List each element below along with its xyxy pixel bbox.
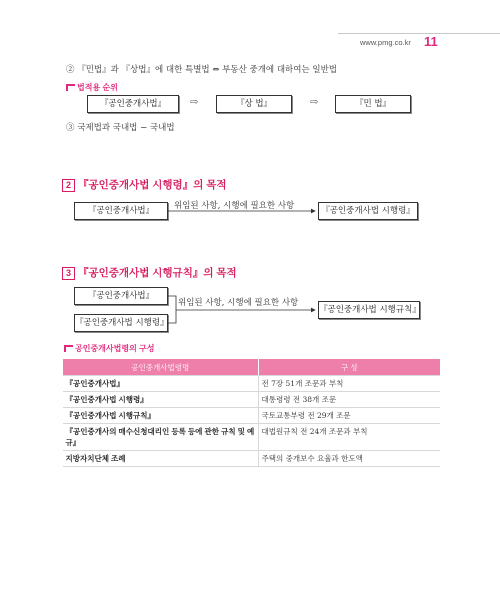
table-row — [63, 392, 441, 408]
section-2-to-box: 『공인중개사법 시행령』 — [318, 202, 418, 220]
section-2-flow-label: 위임된 사항, 시행에 필요한 사항 — [174, 201, 295, 211]
section-2-from-box: 『공인중개사법』 — [74, 202, 168, 220]
arrow-right-icon: ⇨ — [190, 97, 199, 108]
composition-cell: 전 7장 51개 조문과 부칙 — [258, 376, 440, 392]
composition-cell: 국토교통부령 전 29개 조문 — [258, 408, 440, 424]
law-name-cell: 지방자치단체 조례 — [63, 451, 259, 467]
law-name-cell: 『공인중개사법』 — [63, 376, 259, 392]
composition-heading-text: 공인중개사법령의 구성 — [75, 344, 155, 353]
composition-cell: 대법원규칙 전 24개 조문과 부칙 — [258, 424, 440, 451]
section-3-from-box-2: 『공인중개사법 시행령』 — [74, 314, 168, 332]
priority-box-3: 『민 법』 — [335, 95, 411, 113]
composition-table — [62, 359, 440, 467]
composition-cell: 대통령령 전 38개 조문 — [258, 392, 440, 408]
law-name-cell: 『공인중개사의 매수신청대리인 등록 등에 관한 규칙 및 예규』 — [63, 424, 259, 451]
column-header-composition: 구 성 — [258, 359, 440, 376]
priority-box-2: 『상 법』 — [216, 95, 292, 113]
item-2-text: ② 『민법』과 『상법』에 대한 특별법 ⇔ 부동산 중개에 대하여는 일반법 — [66, 65, 338, 75]
composition-heading — [64, 343, 155, 354]
section-3-bracket-arrow — [168, 296, 315, 323]
section-3-flow-label: 위임된 사항, 시행에 필요한 사항 — [178, 298, 299, 308]
heading-mark-icon — [64, 345, 73, 352]
section-2-number: 2 — [62, 179, 75, 192]
page-number: 11 — [424, 34, 438, 49]
priority-heading-text: 법적용 순위 — [77, 83, 118, 92]
table-row — [63, 376, 441, 392]
section-3-number: 3 — [62, 267, 75, 280]
table-header-row — [63, 359, 441, 376]
section-3-title-text: 『공인중개사법 시행규칙』의 목적 — [78, 267, 237, 279]
section-3-from-box-1: 『공인중개사법』 — [74, 287, 168, 305]
priority-box-1: 『공인중개사법』 — [87, 95, 179, 113]
site-url: www.pmg.co.kr — [360, 38, 411, 47]
composition-cell: 주택의 중개보수 요율과 한도액 — [258, 451, 440, 467]
law-name-cell: 『공인중개사법 시행령』 — [63, 392, 259, 408]
column-header-name: 공인중개사법령명 — [63, 359, 259, 376]
item-3-text: ③ 국제법과 국내법 − 국내법 — [66, 123, 175, 133]
table-row — [63, 451, 441, 467]
arrow-right-icon: ⇨ — [310, 97, 319, 108]
section-3-to-box: 『공인중개사법 시행규칙』 — [318, 301, 420, 319]
table-row — [63, 424, 441, 451]
law-name-cell: 『공인중개사법 시행규칙』 — [63, 408, 259, 424]
table-row — [63, 408, 441, 424]
section-2-title-text: 『공인중개사법 시행령』의 목적 — [78, 179, 227, 191]
